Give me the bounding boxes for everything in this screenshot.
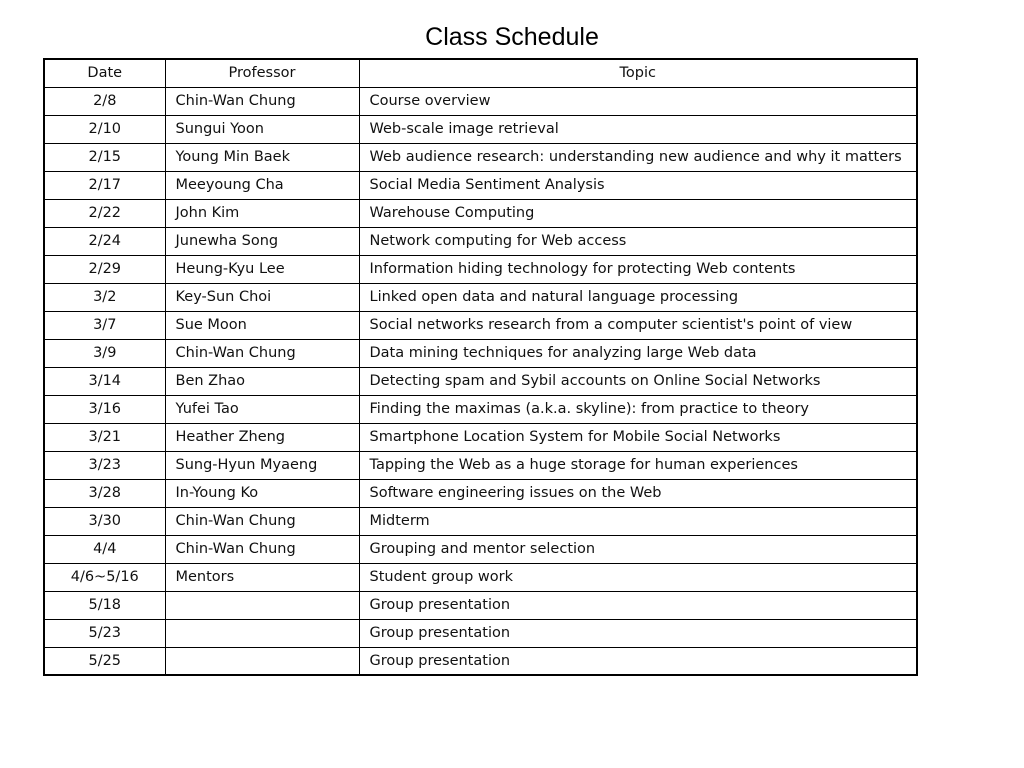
cell-topic: Network computing for Web access xyxy=(359,227,917,255)
cell-date: 2/22 xyxy=(44,199,165,227)
cell-date: 2/24 xyxy=(44,227,165,255)
cell-date: 4/6~5/16 xyxy=(44,563,165,591)
cell-topic: Software engineering issues on the Web xyxy=(359,479,917,507)
table-row xyxy=(44,507,917,535)
header-topic: Topic xyxy=(359,59,917,87)
table-row xyxy=(44,367,917,395)
cell-professor: Sue Moon xyxy=(165,311,359,339)
cell-topic: Tapping the Web as a huge storage for human experiences xyxy=(359,451,917,479)
cell-date: 3/2 xyxy=(44,283,165,311)
table-row xyxy=(44,535,917,563)
cell-professor: Yufei Tao xyxy=(165,395,359,423)
table-row xyxy=(44,395,917,423)
cell-date: 5/18 xyxy=(44,591,165,619)
cell-topic: Course overview xyxy=(359,87,917,115)
table-row xyxy=(44,479,917,507)
table-row xyxy=(44,199,917,227)
cell-professor: John Kim xyxy=(165,199,359,227)
header-row xyxy=(44,59,917,87)
cell-topic: Detecting spam and Sybil accounts on Online Social Networks xyxy=(359,367,917,395)
cell-professor xyxy=(165,647,359,675)
cell-date: 3/7 xyxy=(44,311,165,339)
table-row xyxy=(44,619,917,647)
cell-date: 2/17 xyxy=(44,171,165,199)
cell-date: 3/14 xyxy=(44,367,165,395)
cell-professor: In-Young Ko xyxy=(165,479,359,507)
table-row xyxy=(44,255,917,283)
cell-professor: Junewha Song xyxy=(165,227,359,255)
table-body xyxy=(44,87,917,675)
table-header xyxy=(44,59,917,87)
table-row xyxy=(44,87,917,115)
cell-professor: Chin-Wan Chung xyxy=(165,535,359,563)
cell-topic: Data mining techniques for analyzing large Web data xyxy=(359,339,917,367)
cell-professor: Ben Zhao xyxy=(165,367,359,395)
schedule-table xyxy=(43,58,918,676)
table-row xyxy=(44,283,917,311)
header-date: Date xyxy=(44,59,165,87)
cell-date: 2/15 xyxy=(44,143,165,171)
cell-professor: Chin-Wan Chung xyxy=(165,87,359,115)
cell-topic: Group presentation xyxy=(359,647,917,675)
cell-professor: Meeyoung Cha xyxy=(165,171,359,199)
table-row xyxy=(44,563,917,591)
cell-date: 5/25 xyxy=(44,647,165,675)
cell-topic: Grouping and mentor selection xyxy=(359,535,917,563)
cell-date: 3/23 xyxy=(44,451,165,479)
cell-topic: Student group work xyxy=(359,563,917,591)
table-row xyxy=(44,647,917,675)
cell-topic: Midterm xyxy=(359,507,917,535)
table-row xyxy=(44,171,917,199)
cell-topic: Linked open data and natural language processing xyxy=(359,283,917,311)
cell-professor xyxy=(165,591,359,619)
cell-date: 4/4 xyxy=(44,535,165,563)
cell-professor: Heather Zheng xyxy=(165,423,359,451)
cell-topic: Web audience research: understanding new audience and why it matters xyxy=(359,143,917,171)
cell-date: 3/16 xyxy=(44,395,165,423)
cell-professor: Sung-Hyun Myaeng xyxy=(165,451,359,479)
cell-topic: Finding the maximas (a.k.a. skyline): from practice to theory xyxy=(359,395,917,423)
cell-professor: Key-Sun Choi xyxy=(165,283,359,311)
page-title: Class Schedule xyxy=(425,23,599,51)
cell-professor xyxy=(165,619,359,647)
cell-date: 2/8 xyxy=(44,87,165,115)
table-row xyxy=(44,115,917,143)
cell-date: 2/10 xyxy=(44,115,165,143)
cell-professor: Sungui Yoon xyxy=(165,115,359,143)
cell-topic: Web-scale image retrieval xyxy=(359,115,917,143)
cell-professor: Heung-Kyu Lee xyxy=(165,255,359,283)
cell-date: 3/30 xyxy=(44,507,165,535)
table-row xyxy=(44,227,917,255)
table-row xyxy=(44,143,917,171)
cell-topic: Social Media Sentiment Analysis xyxy=(359,171,917,199)
cell-professor: Young Min Baek xyxy=(165,143,359,171)
cell-professor: Chin-Wan Chung xyxy=(165,507,359,535)
table-row xyxy=(44,591,917,619)
cell-date: 5/23 xyxy=(44,619,165,647)
cell-professor: Mentors xyxy=(165,563,359,591)
cell-topic: Information hiding technology for protecting Web contents xyxy=(359,255,917,283)
cell-date: 3/9 xyxy=(44,339,165,367)
header-professor: Professor xyxy=(165,59,359,87)
cell-date: 2/29 xyxy=(44,255,165,283)
table-row xyxy=(44,423,917,451)
cell-topic: Social networks research from a computer scientist's point of view xyxy=(359,311,917,339)
cell-topic: Group presentation xyxy=(359,591,917,619)
cell-date: 3/21 xyxy=(44,423,165,451)
table-row xyxy=(44,339,917,367)
table-row xyxy=(44,311,917,339)
table-row xyxy=(44,451,917,479)
cell-topic: Warehouse Computing xyxy=(359,199,917,227)
cell-topic: Smartphone Location System for Mobile Social Networks xyxy=(359,423,917,451)
cell-date: 3/28 xyxy=(44,479,165,507)
cell-professor: Chin-Wan Chung xyxy=(165,339,359,367)
cell-topic: Group presentation xyxy=(359,619,917,647)
